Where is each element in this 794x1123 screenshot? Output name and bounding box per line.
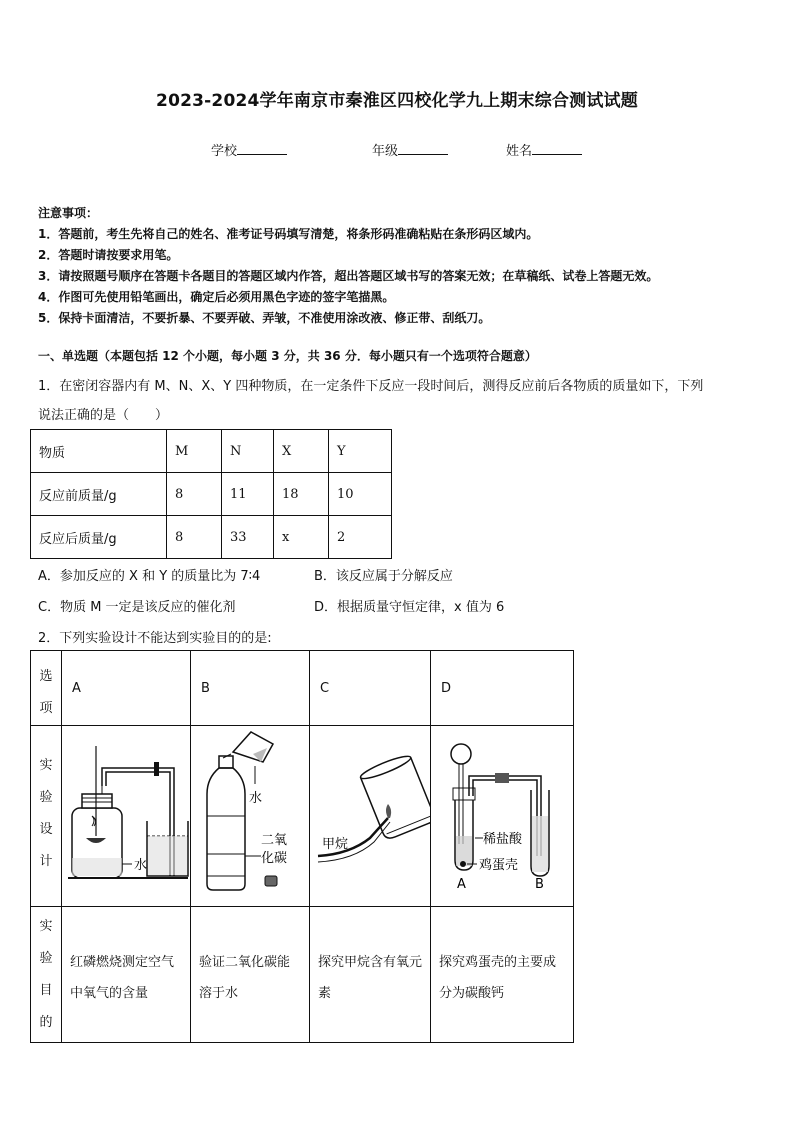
name-blank[interactable]: [532, 142, 582, 155]
table-cell: 反应后质量/g: [31, 516, 167, 559]
q2-experiment-table: [30, 650, 574, 1043]
note-item: 2．答题时请按要求用笔。: [38, 248, 179, 262]
co2-label: 二氧: [261, 833, 288, 848]
table-cell: 8: [167, 473, 222, 516]
table-row: [31, 907, 574, 1043]
name-field: [506, 140, 582, 159]
row-label-text: 选项: [39, 669, 53, 716]
q1-option-d[interactable]: D．根据质量守恒定律，x 值为 6: [314, 600, 505, 615]
purpose-a: 红磷燃烧测定空气中氧气的含量: [62, 907, 191, 1043]
note-item: 3．请按照题号顺序在答题卡各题目的答题区域内作答，超出答题区域书写的答案无效；在草稿纸、试卷上答题无效。: [38, 269, 659, 283]
table-cell: N: [222, 430, 274, 473]
purpose-c: 探究甲烷含有氧元素: [310, 907, 431, 1043]
row-label-purpose: [31, 907, 62, 1043]
table-cell: x: [274, 516, 329, 559]
q1-option-c[interactable]: C．物质 M 一定是该反应的催化剂: [38, 600, 236, 615]
methane-burning-diagram: [310, 726, 430, 902]
table-row: [31, 473, 392, 516]
note-item: 5．保持卡面清洁，不要折暴、不要弄破、弄皱，不准使用涂改液、修正带、刮纸刀。: [38, 311, 491, 325]
q1-mass-table: [30, 429, 392, 559]
table-cell: X: [274, 430, 329, 473]
co2-bottle-diagram: [191, 726, 309, 902]
grade-field: [372, 140, 448, 159]
water-label: 水: [249, 791, 263, 806]
option-letter-d: D: [431, 651, 574, 726]
table-cell: M: [167, 430, 222, 473]
name-label: 姓名: [506, 144, 533, 159]
grade-label: 年级: [372, 144, 399, 159]
table-row: [31, 651, 574, 726]
table-cell: 33: [222, 516, 274, 559]
eggshell-label: 鸡蛋壳: [479, 858, 519, 873]
note-item: 4．作图可先使用铅笔画出，确定后必须用黑色字迹的签字笔描黑。: [38, 290, 395, 304]
row-label-option: [31, 651, 62, 726]
grade-blank[interactable]: [398, 142, 448, 155]
design-cell-d: [431, 726, 574, 907]
tube-label-b: B: [535, 877, 544, 892]
purpose-d: 探究鸡蛋壳的主要成分为碳酸钙: [431, 907, 574, 1043]
water-label: 水: [134, 858, 148, 873]
page-title: 2023-2024学年南京市秦淮区四校化学九上期末综合测试试题: [156, 91, 638, 111]
red-phosphorus-apparatus-diagram: [62, 726, 190, 902]
table-cell: 18: [274, 473, 329, 516]
q1-option-b[interactable]: B．该反应属于分解反应: [314, 569, 453, 584]
table-cell: Y: [329, 430, 392, 473]
purpose-b: 验证二氧化碳能溶于水: [191, 907, 310, 1043]
school-label: 学校: [211, 144, 238, 159]
note-item: 1．答题前，考生先将自己的姓名、准考证号码填写清楚，将条形码准确粘贴在条形码区域内。: [38, 227, 539, 241]
option-letter-c: C: [310, 651, 431, 726]
school-field: [211, 140, 287, 159]
school-blank[interactable]: [237, 142, 287, 155]
eggshell-acid-diagram: [431, 726, 573, 902]
table-cell: 2: [329, 516, 392, 559]
table-row: [31, 430, 392, 473]
q1-stem-line2: 说法正确的是（ ）: [38, 408, 169, 423]
q1-option-a[interactable]: A．参加反应的 X 和 Y 的质量比为 7∶4: [38, 569, 261, 584]
co2-label: 化碳: [261, 851, 288, 866]
table-cell: 物质: [31, 430, 167, 473]
table-row: [31, 516, 392, 559]
option-letter-a: A: [62, 651, 191, 726]
tube-label-a: A: [457, 877, 466, 892]
option-letter-b: B: [191, 651, 310, 726]
q2-stem: 2．下列实验设计不能达到实验目的的是:: [38, 631, 272, 646]
q1-stem-line1: 1．在密闭容器内有 M、N、X、Y 四种物质，在一定条件下反应一段时间后，测得反应前后各物质的质量如下，下列: [38, 379, 704, 394]
table-cell: 10: [329, 473, 392, 516]
table-cell: 11: [222, 473, 274, 516]
notes-block: [38, 203, 658, 329]
row-label-text: 实验目的: [39, 919, 53, 1030]
methane-label: 甲烷: [322, 837, 349, 852]
design-cell-a: [62, 726, 191, 907]
design-cell-c: [310, 726, 431, 907]
row-label-design: [31, 726, 62, 907]
design-cell-b: [191, 726, 310, 907]
notes-heading: 注意事项：: [38, 206, 99, 220]
table-row: [31, 726, 574, 907]
acid-label: 稀盐酸: [483, 832, 523, 847]
section-heading: 一、单选题（本题包括 12 个小题，每小题 3 分，共 36 分．每小题只有一个选项符合题意）: [38, 349, 537, 363]
table-cell: 反应前质量/g: [31, 473, 167, 516]
table-cell: 8: [167, 516, 222, 559]
row-label-text: 实验设计: [39, 758, 53, 869]
